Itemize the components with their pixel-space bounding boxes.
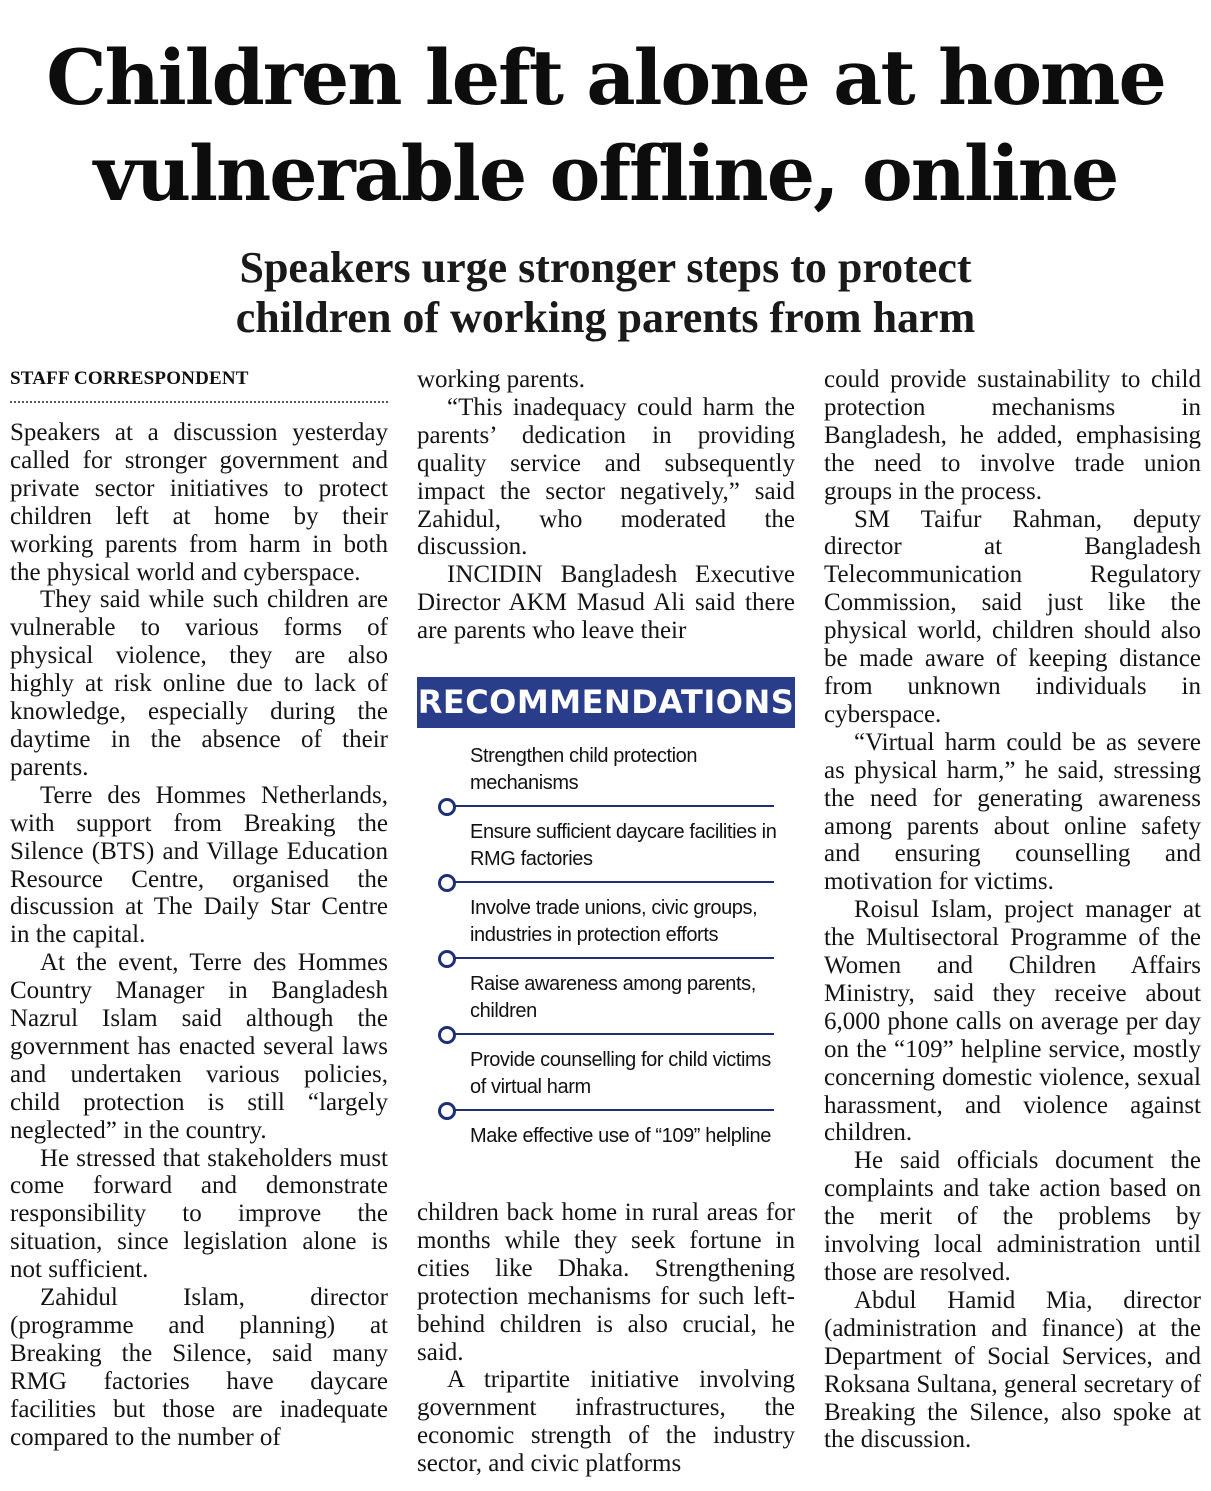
recommendations-list	[430, 743, 780, 1199]
recommendation-item	[430, 1123, 780, 1199]
recommendations-header: RECOMMENDATIONS	[417, 677, 795, 728]
article-column-2-top	[417, 366, 795, 645]
recommendation-text: Ensure sufficient daycare facilities in RMG factories	[470, 821, 777, 870]
timeline-dot-icon	[438, 798, 456, 816]
paragraph: “Virtual harm could be as severe as physical harm,” he said, stressing the need for generating awareness among parents about online safety and ensuring counselling and motivation for victims.	[824, 728, 1201, 896]
timeline-line	[446, 1033, 774, 1035]
timeline-dot-icon	[438, 874, 456, 892]
paragraph: children back home in rural areas for months while they seek fortune in cities like Dhaka. Strengthening protection mechanisms for such left-behind children is also crucial, he said.	[417, 1199, 795, 1366]
article-column-1	[10, 419, 388, 1452]
paragraph: Speakers at a discussion yesterday called for stronger government and private sector initiatives to protect children left at home by their working parents from harm in both the physical world and cyberspace.	[10, 419, 388, 586]
recommendation-text: Provide counselling for child victims of virtual harm	[470, 1049, 771, 1098]
timeline-line	[446, 881, 774, 883]
headline	[0, 30, 1211, 222]
byline: STAFF CORRESPONDENT	[10, 368, 249, 389]
article-column-3	[824, 366, 1201, 1454]
paragraph: Abdul Hamid Mia, director (administration and finance) at the Department of Social Services, and Roksana Sultana, general secretary of Breaking the Silence, also spoke at the discussion.	[824, 1286, 1201, 1454]
recommendation-item	[430, 819, 780, 895]
paragraph: Roisul Islam, project manager at the Multisectoral Programme of the Women and Children Affairs Ministry, said they receive about 6,000 phone calls on average per day on the “109” helpline service, mostly concerning domestic violence, sexual harassment, and violence against children.	[824, 896, 1201, 1147]
timeline-line	[446, 957, 774, 959]
paragraph: INCIDIN Bangladesh Executive Director AKM Masud Ali said there are parents who leave their	[417, 561, 795, 645]
headline-line-1: Children left alone at home	[46, 33, 1165, 122]
timeline-line	[446, 805, 774, 807]
timeline-dot-icon	[438, 950, 456, 968]
paragraph: SM Taifur Rahman, deputy director at Bangladesh Telecommunication Regulatory Commission, said just like the physical world, children should also be made aware of keeping distance from unknown individuals in cyberspace.	[824, 505, 1201, 728]
subheadline-line-1: Speakers urge stronger steps to protect	[239, 243, 972, 292]
recommendation-item	[430, 971, 780, 1047]
paragraph: A tripartite initiative involving government infrastructures, the economic strength of the industry sector, and civic platforms	[417, 1366, 795, 1478]
headline-line-2: vulnerable offline, online	[93, 129, 1118, 218]
subheadline-line-2: children of working parents from harm	[235, 293, 976, 342]
recommendation-text: Strengthen child protection mechanisms	[470, 745, 698, 794]
paragraph: They said while such children are vulnerable to various forms of physical violence, they are also highly at risk online due to lack of knowledge, especially during the daytime in the absence of their parents.	[10, 586, 388, 781]
recommendation-text: Make effective use of “109” helpline	[470, 1125, 771, 1147]
recommendation-text: Raise awareness among parents, children	[470, 973, 756, 1022]
paragraph: could provide sustainability to child protection mechanisms in Bangladesh, he added, emphasising the need to involve trade union groups in the process.	[824, 366, 1201, 505]
recommendation-item	[430, 743, 780, 819]
paragraph: Terre des Hommes Netherlands, with support from Breaking the Silence (BTS) and Village Education Resource Centre, organised the discussion at The Daily Star Centre in the capital.	[10, 781, 388, 949]
paragraph: He said officials document the complaints and take action based on the merit of the problems by involving local administration until those are resolved.	[824, 1147, 1201, 1286]
paragraph: At the event, Terre des Hommes Country Manager in Bangladesh Nazrul Islam said although the government has enacted several laws and undertaken various policies, child protection is still “largely neglected” in the country.	[10, 949, 388, 1144]
paragraph: working parents.	[417, 366, 586, 393]
recommendation-item	[430, 1047, 780, 1123]
paragraph: “This inadequacy could harm the parents’ dedication in providing quality service and subsequently impact the sector negatively,” said Zahidul, who moderated the discussion.	[417, 393, 795, 561]
byline-divider	[10, 401, 388, 403]
paragraph: Zahidul Islam, director (programme and planning) at Breaking the Silence, said many RMG factories have daycare facilities but those are inadequate compared to the number of	[10, 1284, 388, 1451]
paragraph: He stressed that stakeholders must come forward and demonstrate responsibility to improve the situation, since legislation alone is not sufficient.	[10, 1144, 388, 1284]
article-column-2-bottom	[417, 1199, 795, 1478]
timeline-dot-icon	[438, 1026, 456, 1044]
recommendation-text: Involve trade unions, civic groups, industries in protection efforts	[470, 897, 758, 946]
subheadline	[0, 243, 1211, 343]
timeline-dot-icon	[438, 1102, 456, 1120]
recommendation-item	[430, 895, 780, 971]
timeline-line	[446, 1109, 774, 1111]
